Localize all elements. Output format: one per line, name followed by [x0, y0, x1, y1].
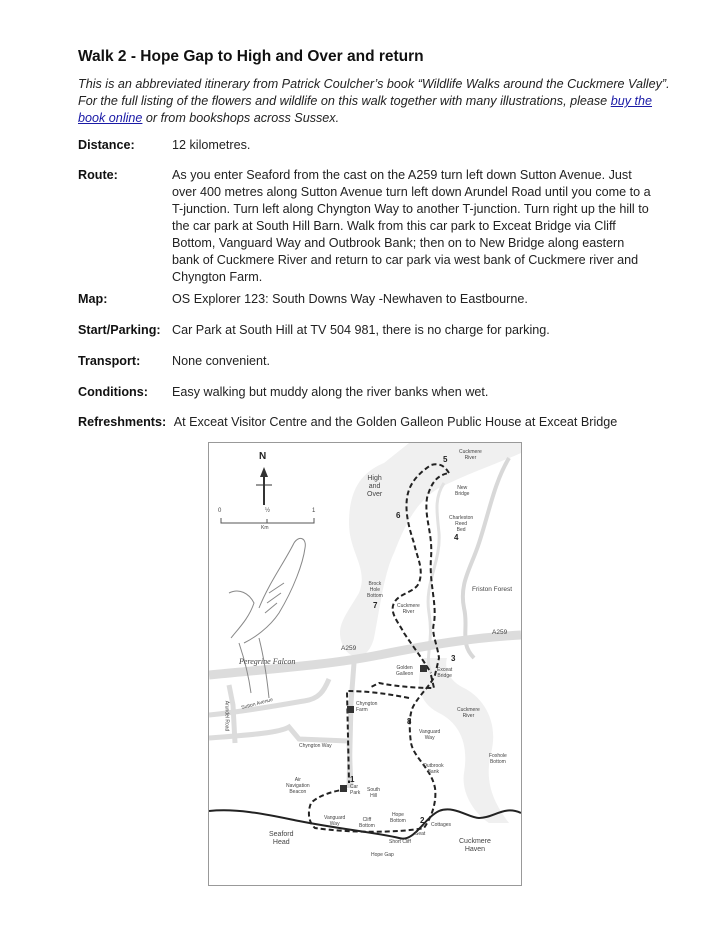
scale-start-label: 0: [218, 508, 222, 514]
intro-paragraph: [78, 76, 678, 127]
detail-label: Start/Parking:: [78, 323, 161, 337]
label-cottages: Cottages: [431, 822, 452, 828]
label-car-park: Car Park: [350, 784, 361, 796]
waypoint-7: 7: [373, 601, 378, 610]
label-seat: Seat: [415, 831, 426, 837]
waypoint-6: 6: [396, 511, 401, 520]
buy-book-link[interactable]: buy the book online: [78, 94, 653, 125]
label-golden-galleon: Golden Galleon: [396, 665, 414, 677]
detail-label: Route:: [78, 168, 118, 182]
waypoint-8: 8: [407, 717, 412, 726]
north-label: N: [259, 451, 267, 462]
detail-label: Distance:: [78, 138, 135, 152]
label-exceat-bridge: Exceat Bridge: [437, 667, 453, 679]
label-chyngton-way: Chyngton Way: [299, 743, 332, 749]
label-hope-gap: Hope Gap: [371, 852, 394, 858]
label-short-cliff: Short Cliff: [389, 839, 411, 845]
page-title: Walk 2 - Hope Gap to High and Over and return: [78, 48, 424, 65]
detail-value: Easy walking but muddy along the river banks when wet.: [172, 385, 489, 399]
waypoint-5: 5: [443, 455, 448, 464]
intro-text-end: or from bookshops across Sussex.: [142, 111, 340, 125]
label-chyngton-farm: Chyngton Farm: [356, 701, 378, 713]
label-friston-forest: Friston Forest: [472, 586, 513, 593]
label-south-hill: South Hill: [367, 787, 381, 799]
waypoint-1: 1: [350, 775, 355, 784]
detail-value: None convenient.: [172, 354, 271, 368]
scale-unit-label: Km: [261, 525, 269, 531]
label-a259-right: A259: [492, 629, 508, 636]
detail-label: Refreshments:: [78, 415, 167, 429]
label-new-bridge: New Bridge: [455, 485, 470, 497]
label-vanguard-way-left: Vanguard Way: [324, 815, 346, 827]
detail-value: Car Park at South Hill at TV 504 981, there is no charge for parking.: [172, 323, 550, 337]
detail-label: Transport:: [78, 354, 141, 368]
label-brock-hole-bottom: Brock Hole Bottom: [367, 581, 383, 599]
waypoint-4: 4: [454, 533, 459, 542]
label-cliff-bottom: Cliff Bottom: [359, 817, 375, 829]
label-air-navigation-beacon: Air Navigation Beacon: [286, 777, 310, 795]
label-foxhole-bottom: Foxhole Bottom: [489, 753, 507, 765]
falcon-caption: Peregrine Falcon: [239, 657, 296, 666]
label-a259-left: A259: [341, 645, 357, 652]
scale-mid-label: ½: [265, 508, 271, 514]
detail-value: 12 kilometres.: [172, 138, 251, 152]
detail-value: As you enter Seaford from the cast on the A259 turn left down Sutton Avenue. Just over 400 metres along Sutton Avenue turn left down Arundel Road until you come to a T-junction. Turn left along Chyngton Way to another T-junction. Turn right up the hill to the car park at South Hill Barn. Walk from this car park to Exceat Bridge via Cliff Bottom, Vanguard Way and Outbrook Bank; then on to New Bridge along eastern bank of Cuckmere River and return to car park via west bank of Cuckmere river and Chyngton Farm.: [172, 168, 651, 284]
walk-route-map: [208, 442, 522, 886]
scale-end-label: 1: [312, 508, 316, 514]
label-arundel-road: Arundel Road: [223, 700, 230, 732]
label-cuckmere-river-mid: Cuckmere River: [397, 603, 420, 615]
waypoint-2: 2: [420, 816, 425, 825]
map-labels: [209, 443, 521, 885]
waypoint-3: 3: [451, 654, 456, 663]
label-vanguard-way-right: Vanguard Way: [419, 729, 441, 741]
label-seaford-head: Seaford Head: [269, 831, 294, 846]
label-cuckmere-river-low: Cuckmere River: [457, 707, 480, 719]
detail-value: OS Explorer 123: South Downs Way -Newhaven to Eastbourne.: [172, 292, 528, 306]
label-high-and-over: High and Over: [367, 475, 383, 498]
detail-value: At Exceat Visitor Centre and the Golden Galleon Public House at Exceat Bridge: [173, 415, 618, 429]
label-hope-bottom: Hope Bottom: [390, 812, 406, 824]
label-cuckmere-haven: Cuckmere Haven: [459, 838, 491, 853]
detail-refreshments: [78, 414, 678, 431]
intro-text: This is an abbreviated itinerary from Patrick Coulcher’s book “Wildlife Walks around the Cuckmere Valley”. For the full listing of the flowers and wildlife on this walk together with many illustrations, please: [78, 77, 670, 108]
detail-label: Map:: [78, 292, 108, 306]
label-sutton-avenue: Sutton Avenue: [240, 696, 274, 712]
detail-label: Conditions:: [78, 385, 148, 399]
label-charleston-reed-bed: Charleston Reed Bed: [449, 515, 474, 533]
label-cuckmere-river-top: Cuckmere River: [459, 449, 482, 461]
label-outbrook-bank: Outbrook Bank: [423, 763, 444, 775]
